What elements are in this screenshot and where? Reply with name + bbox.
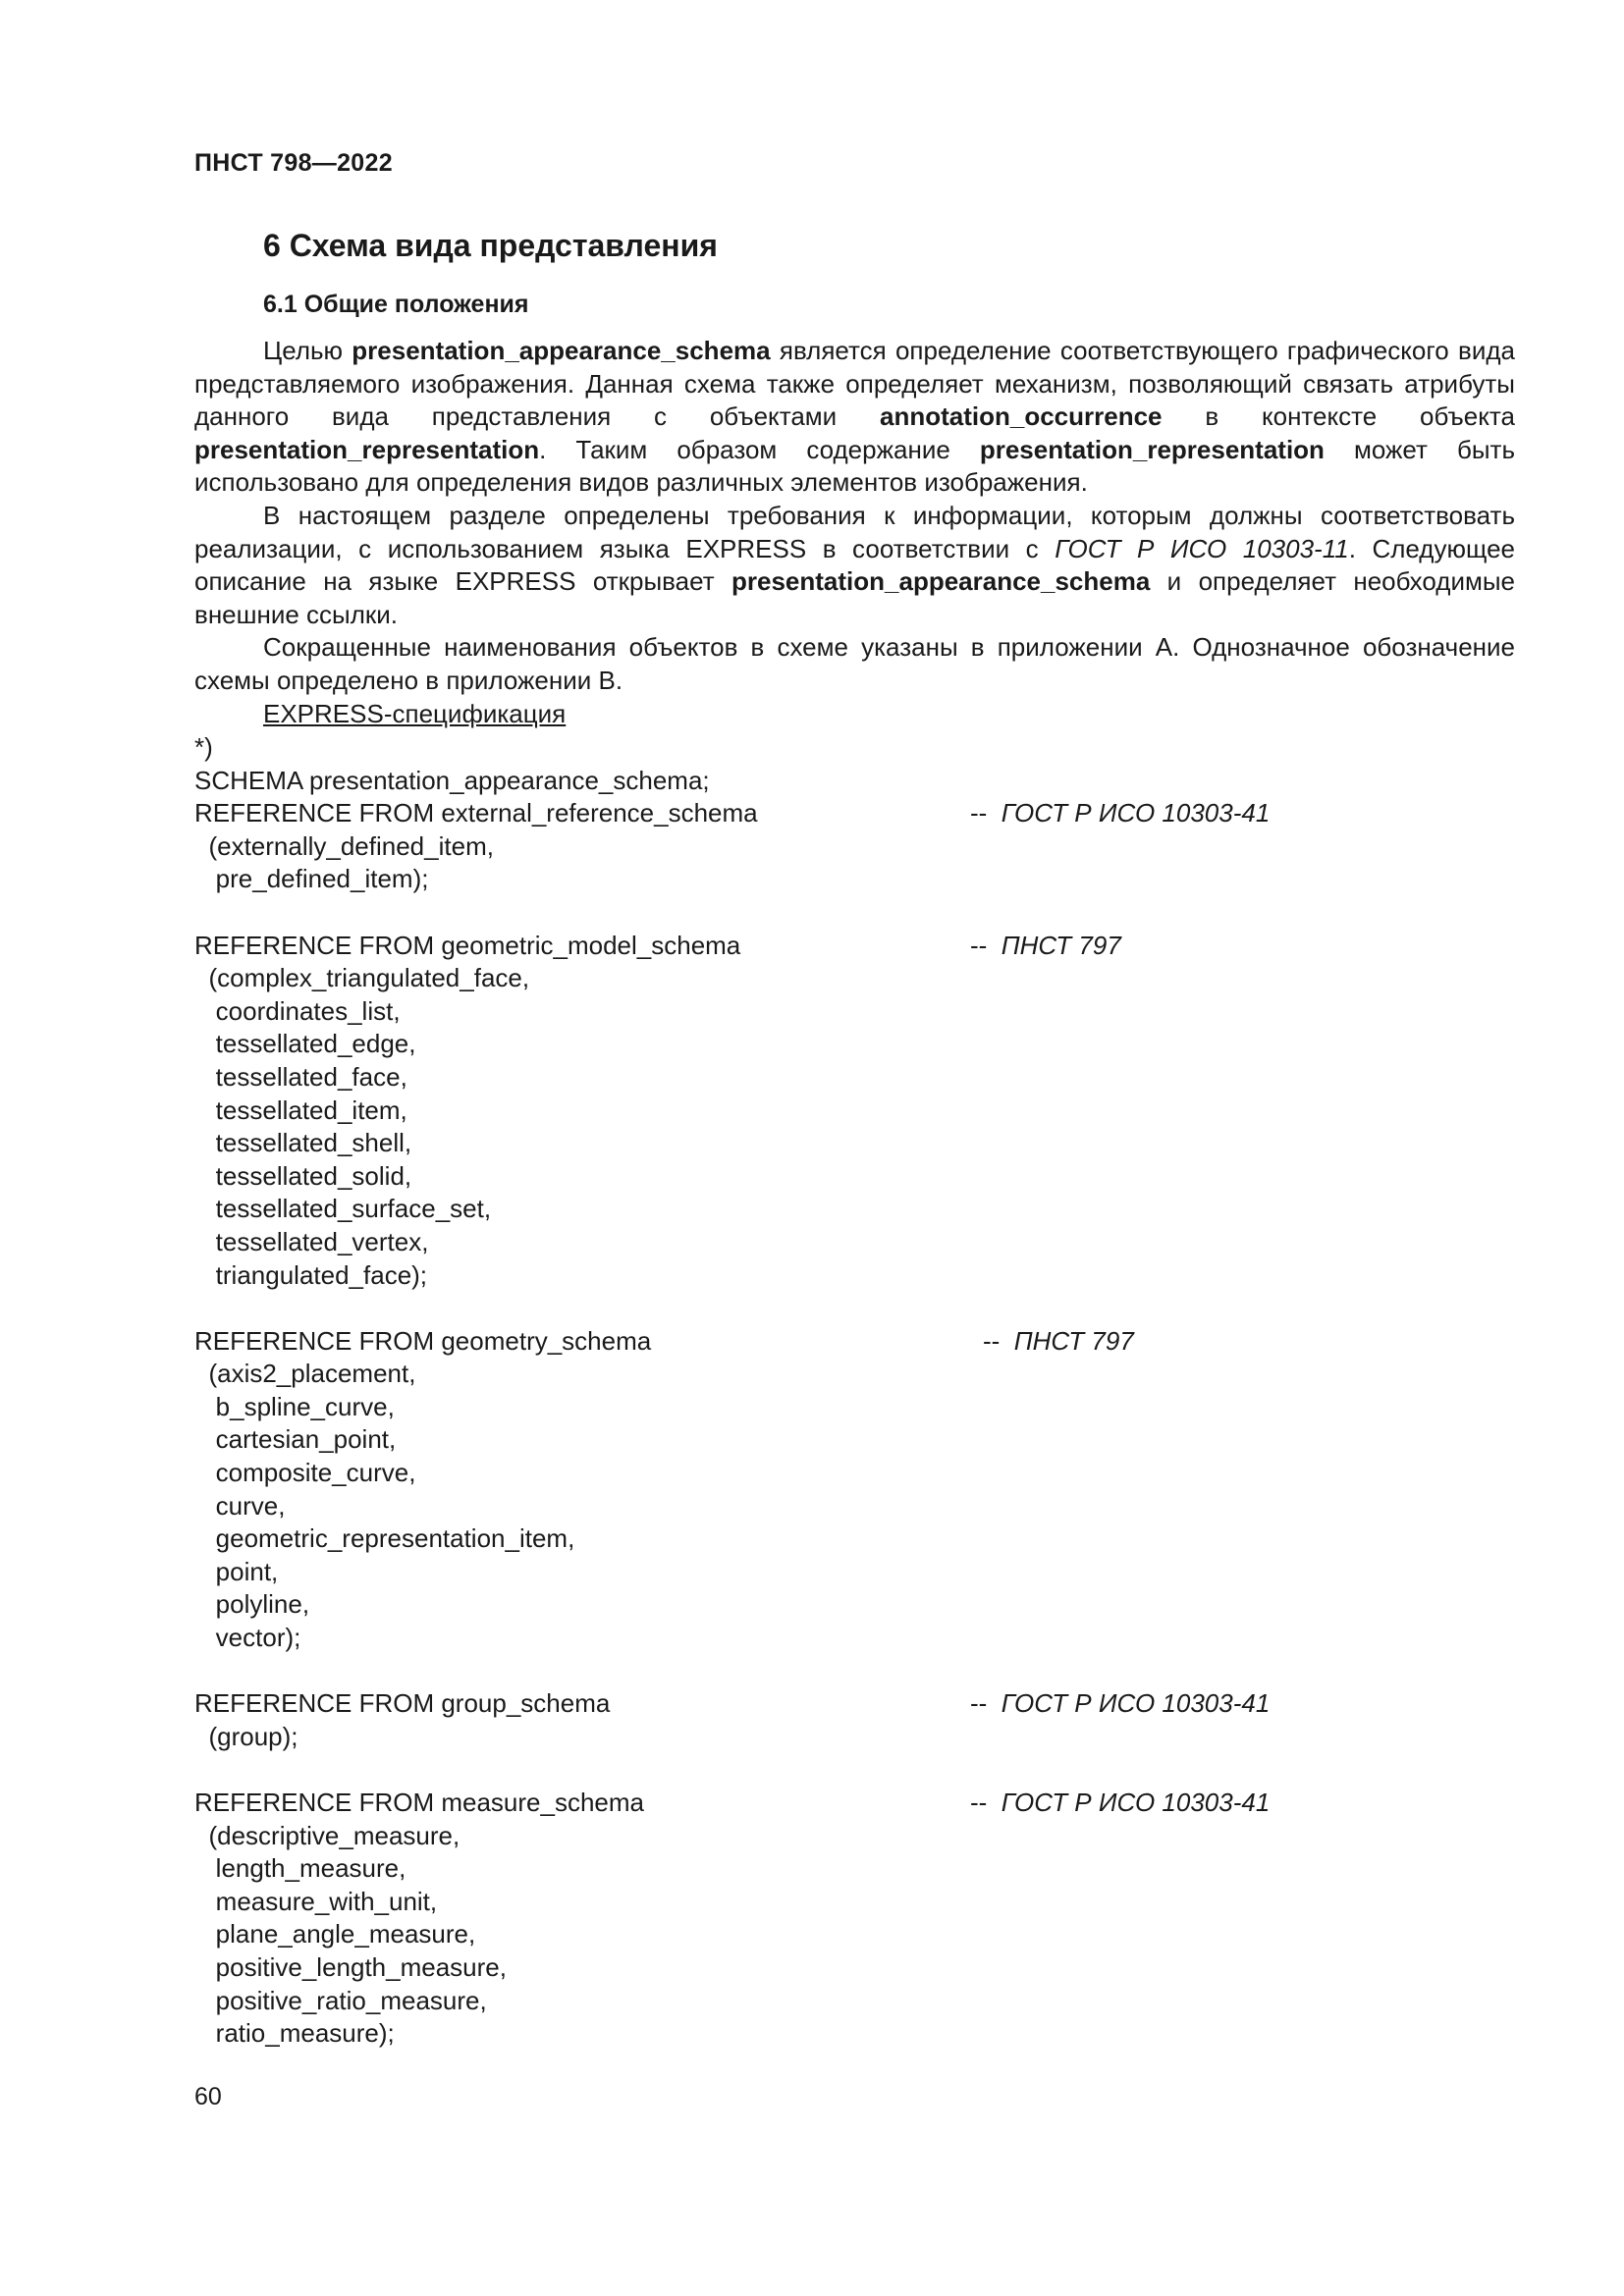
blank-line <box>194 1655 1515 1688</box>
reference-item: polyline, <box>215 1589 310 1620</box>
code-line <box>194 1423 1515 1457</box>
italic-reference: ГОСТ Р ИСО 10303-11 <box>1055 533 1349 563</box>
document-header: ПНСТ 798—2022 <box>194 149 393 177</box>
code-line: SCHEMA presentation_appearance_schema; <box>194 765 710 795</box>
reference-line <box>194 1687 1515 1721</box>
reference-item: tessellated_vertex, <box>215 1226 429 1256</box>
reference-item: (externally_defined_item, <box>208 830 494 861</box>
reference-item: tessellated_edge, <box>215 1029 416 1059</box>
reference-item: measure_with_unit, <box>215 1886 438 1916</box>
source-reference: ПНСТ 797 <box>1013 1325 1134 1356</box>
source-reference: ГОСТ Р ИСО 10303-41 <box>1001 798 1271 828</box>
text-run: . Таким образом содержание <box>539 434 980 464</box>
code-line <box>194 1820 1515 1853</box>
comment-prefix: -- <box>970 798 988 828</box>
source-comment <box>970 930 1121 963</box>
source-comment <box>970 1787 1270 1820</box>
reference-item: point, <box>215 1556 279 1586</box>
reference-item: tessellated_surface_set, <box>215 1194 492 1224</box>
comment-prefix: -- <box>983 1325 1001 1356</box>
code-line <box>194 1259 1515 1293</box>
reference-item: (descriptive_measure, <box>208 1820 460 1850</box>
code-line <box>194 1061 1515 1095</box>
source-reference: ГОСТ Р ИСО 10303-41 <box>1001 1688 1271 1719</box>
code-line <box>194 1457 1515 1490</box>
reference-item: cartesian_point, <box>215 1424 397 1455</box>
code-line <box>194 2017 1515 2051</box>
reference-item: curve, <box>215 1490 286 1521</box>
bold-term: presentation_representation <box>194 434 540 464</box>
reference-line <box>194 1787 1515 1820</box>
text-run: В настоящем разделе определены требования к информации, которым должны соответствовать реализации, с использованием языка EXPRESS в соответствии с <box>194 500 1515 563</box>
text-run: и определяет необходимые внешние ссылки. <box>194 566 1515 629</box>
text-run: может быть использовано для определения видов различных элементов изображения. <box>194 434 1515 498</box>
reference-item: coordinates_list, <box>215 995 401 1026</box>
text-run: Целью <box>263 336 352 365</box>
code-line <box>194 1490 1515 1523</box>
paragraph-1 <box>194 335 1515 500</box>
reference-item: triangulated_face); <box>215 1259 428 1290</box>
source-comment <box>970 797 1270 830</box>
code-line <box>194 1160 1515 1194</box>
code-line <box>194 1985 1515 2018</box>
reference-item: positive_length_measure, <box>215 1951 507 1982</box>
text-run: в контексте объекта <box>1162 401 1515 432</box>
code-line <box>194 1522 1515 1556</box>
bold-term: annotation_occurrence <box>880 401 1163 432</box>
reference-item: plane_angle_measure, <box>215 1919 476 1949</box>
source-reference: ПНСТ 797 <box>1001 930 1121 960</box>
reference-item: b_spline_curve, <box>215 1391 395 1421</box>
reference-item: (group); <box>208 1721 298 1751</box>
body-paragraphs <box>194 335 1515 698</box>
code-line <box>194 1886 1515 1919</box>
reference-item: (complex_triangulated_face, <box>208 963 530 993</box>
source-comment <box>970 1687 1270 1721</box>
source-reference: ГОСТ Р ИСО 10303-41 <box>1001 1788 1271 1817</box>
reference-item: tessellated_item, <box>215 1095 407 1125</box>
reference-item: tessellated_shell, <box>215 1128 412 1158</box>
express-code-block <box>194 731 1515 2051</box>
code-line: *) <box>194 732 213 762</box>
code-line <box>194 1951 1515 1985</box>
code-line <box>194 1095 1515 1128</box>
reference-item: length_measure, <box>215 1853 406 1884</box>
reference-item: geometric_representation_item, <box>215 1523 575 1554</box>
code-line <box>194 1918 1515 1951</box>
section-title: 6 Схема вида представления <box>263 228 718 263</box>
source-comment <box>983 1325 1134 1359</box>
reference-item: pre_defined_item); <box>215 864 429 894</box>
reference-item: tessellated_solid, <box>215 1160 412 1191</box>
reference-item: composite_curve, <box>215 1458 416 1488</box>
reference-item: vector); <box>215 1623 301 1653</box>
comment-prefix: -- <box>970 1788 988 1817</box>
code-line <box>194 1028 1515 1061</box>
code-line <box>194 1127 1515 1160</box>
code-line <box>194 1852 1515 1886</box>
bold-term: presentation_representation <box>979 434 1325 464</box>
bold-term: presentation_appearance_schema <box>352 336 771 365</box>
paragraph-2 <box>194 500 1515 631</box>
reference-item: ratio_measure); <box>215 2018 395 2049</box>
reference-text: REFERENCE FROM external_reference_schema <box>194 798 758 828</box>
text-run: является определение соответствующего графического вида представляемого изображения. Данная схема также определяет механизм, позволяющий связать атрибуты данного вида представления с объектами <box>194 336 1515 432</box>
code-line <box>194 863 1515 896</box>
code-line <box>194 1391 1515 1424</box>
page-number: 60 <box>194 2083 222 2110</box>
reference-text: REFERENCE FROM measure_schema <box>194 1788 644 1817</box>
code-line <box>194 1193 1515 1226</box>
paragraph-3 <box>194 631 1515 697</box>
express-spec-label: EXPRESS-спецификация <box>263 699 567 728</box>
reference-item: positive_ratio_measure, <box>215 1985 487 2015</box>
reference-line <box>194 797 1515 830</box>
code-line <box>194 1358 1515 1391</box>
text-run: Сокращенные наименования объектов в схеме указаны в приложении А. Однозначное обозначение схемы определено в приложении В. <box>194 632 1515 695</box>
reference-text: REFERENCE FROM geometric_model_schema <box>194 930 741 960</box>
code-line <box>194 830 1515 864</box>
blank-line <box>194 1292 1515 1325</box>
reference-text: REFERENCE FROM geometry_schema <box>194 1325 652 1356</box>
reference-item: tessellated_face, <box>215 1061 407 1092</box>
reference-item: (axis2_placement, <box>208 1359 416 1389</box>
comment-prefix: -- <box>970 930 988 960</box>
code-line <box>194 1226 1515 1259</box>
text-run: . Следующее описание на языке EXPRESS открывает <box>194 533 1515 597</box>
bold-term: presentation_appearance_schema <box>731 566 1151 597</box>
code-line <box>194 1588 1515 1622</box>
code-line <box>194 962 1515 995</box>
reference-line <box>194 930 1515 963</box>
blank-line <box>194 896 1515 930</box>
code-line <box>194 1622 1515 1655</box>
comment-prefix: -- <box>970 1688 988 1719</box>
code-line <box>194 995 1515 1029</box>
reference-text: REFERENCE FROM group_schema <box>194 1688 611 1719</box>
reference-line <box>194 1325 1515 1359</box>
code-line <box>194 1556 1515 1589</box>
code-line <box>194 1721 1515 1754</box>
blank-line <box>194 1753 1515 1787</box>
subsection-title: 6.1 Общие положения <box>263 291 529 318</box>
